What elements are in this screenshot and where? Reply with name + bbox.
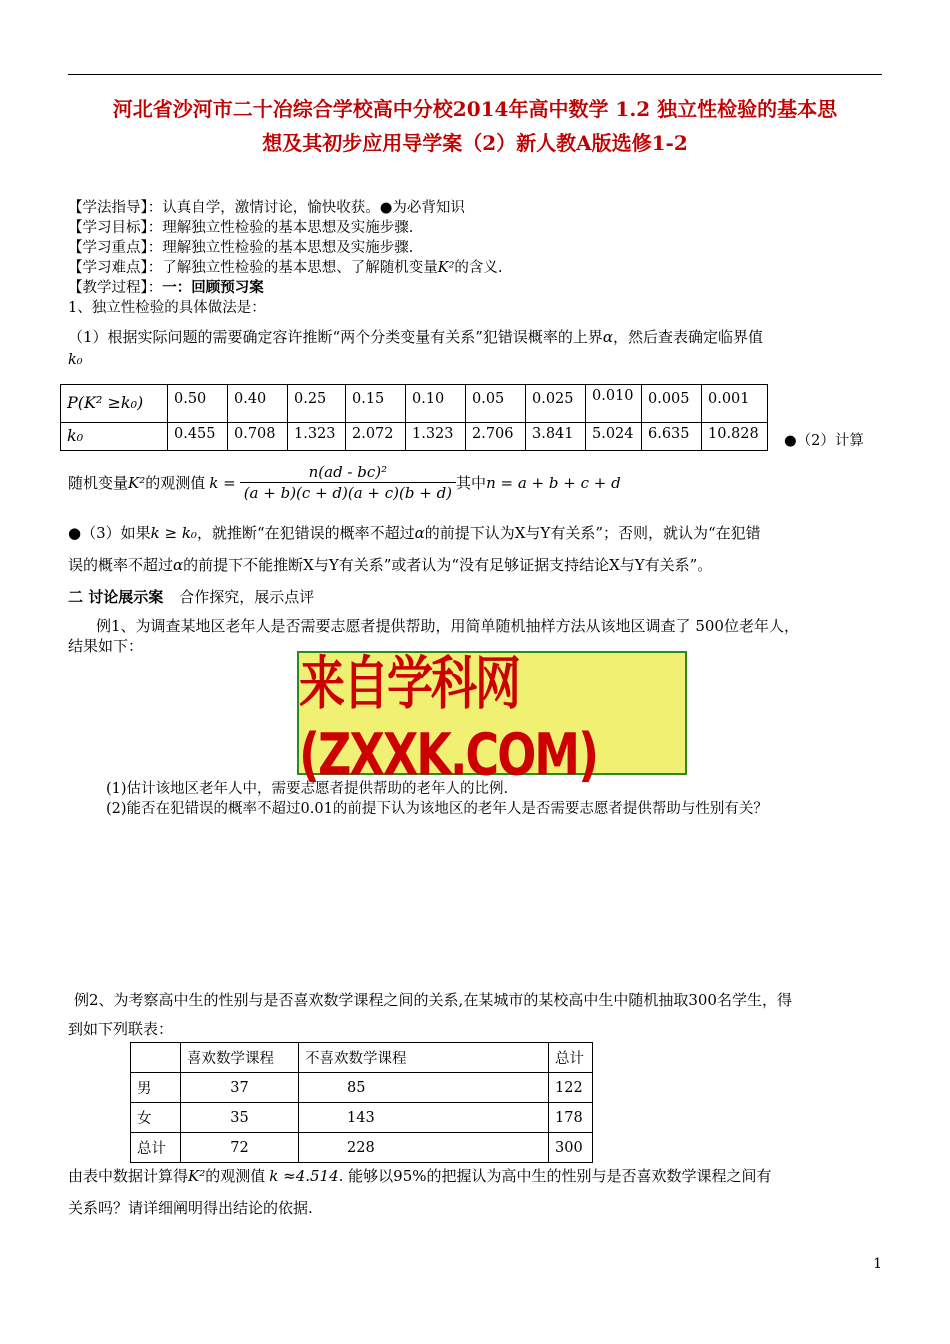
learning-key: 【学习重点】：理解独立性检验的基本思想及实施步骤. xyxy=(68,240,414,256)
example1-question-1: (1)估计该地区老年人中，需要志愿者提供帮助的老年人的比例. xyxy=(106,781,509,797)
table-cell: 143 xyxy=(299,1103,549,1133)
table-row xyxy=(61,385,768,423)
table-cell: 总计 xyxy=(131,1133,181,1163)
table-cell: 72 xyxy=(181,1133,299,1163)
table-cell: 37 xyxy=(181,1073,299,1103)
table-cell: 0.001 xyxy=(702,385,768,423)
table-cell: 122 xyxy=(549,1073,593,1103)
table-cell: 10.828 xyxy=(702,423,768,451)
chi-square-fraction: $\frac{\text{n(ad - bc)²}}{(a + b)(c + d)(a + c)(b + d)}$ xyxy=(240,462,456,503)
watermark-text: 来自学科网(ZXXK.COM) xyxy=(299,649,598,788)
table-cell: 0.025 xyxy=(526,385,586,423)
example1-question-2: (2)能否在犯错误的概率不超过0.01的前提下认为该地区的老年人是否需要志愿者提供帮助与性别有关？ xyxy=(106,801,768,817)
table-header: 喜欢数学课程 xyxy=(181,1043,299,1073)
step3-line1: ●（3）如果k ≥ k₀，就推断“在犯错误的概率不超过α的前提下认为X与Y有关系”；否则，就认为“在犯错 xyxy=(68,524,761,542)
step2-label: ●（2）计算 xyxy=(784,433,864,449)
table-cell: 300 xyxy=(549,1133,593,1163)
table-cell: 85 xyxy=(299,1073,549,1103)
table-cell: 0.708 xyxy=(228,423,288,451)
table-cell: 178 xyxy=(549,1103,593,1133)
teaching-process: 【教学过程】：一：回顾预习案 xyxy=(68,279,264,296)
example2-after-line2: 关系吗？请详细阐明得出结论的依据. xyxy=(68,1199,313,1217)
table-cell: 228 xyxy=(299,1133,549,1163)
title-line-2: 想及其初步应用导学案（2）新人教A版选修1-2 xyxy=(262,131,688,155)
table-cell: 0.10 xyxy=(406,385,466,423)
example2-line1: 例2、为考察高中生的性别与是否喜欢数学课程之间的关系,在某城市的某校高中生中随机抽取300名学生，得 xyxy=(74,991,792,1009)
table-cell: 1.323 xyxy=(288,423,346,451)
table-row xyxy=(131,1073,593,1103)
top-rule xyxy=(68,74,882,75)
table-row xyxy=(131,1133,593,1163)
critical-value-table xyxy=(60,384,768,451)
page-number: 1 xyxy=(873,1256,882,1272)
table-cell: 女 xyxy=(131,1103,181,1133)
table-header: 不喜欢数学课程 xyxy=(299,1043,549,1073)
table-cell: 男 xyxy=(131,1073,181,1103)
table-cell: 3.841 xyxy=(526,423,586,451)
table-row xyxy=(131,1043,593,1073)
table-cell: 6.635 xyxy=(642,423,702,451)
table-cell: 0.15 xyxy=(346,385,406,423)
document-title xyxy=(60,92,890,160)
table-cell: 0.010 xyxy=(586,385,642,423)
table-cell: 0.25 xyxy=(288,385,346,423)
table-cell: 0.40 xyxy=(228,385,288,423)
learning-goal: 【学习目标】：理解独立性检验的基本思想及实施步骤. xyxy=(68,220,414,236)
section-1-title: 一：回顾预习案 xyxy=(162,279,264,296)
step3-line2: 误的概率不超过α的前提下不能推断X与Y有关系”或者认为“没有足够证据支持结论X与Y有关系”。 xyxy=(68,556,713,574)
step2-formula: 随机变量 K² 的观测值 k = $\frac{\text{n(ad - bc)²}}{(a + b)(c + d)(a + c)(b + d)}$ 其中 n = a + b + c + d xyxy=(68,463,621,502)
table-cell: 0.05 xyxy=(466,385,526,423)
table-cell: 0.50 xyxy=(168,385,228,423)
title-line-1: 河北省沙河市二十冶综合学校高中分校2014年高中数学 1.2 独立性检验的基本思 xyxy=(112,97,838,121)
method-guide: 【学法指导】：认真自学，激情讨论，愉快收获。●为必背知识 xyxy=(68,200,465,216)
contingency-table xyxy=(130,1042,593,1163)
step1-heading: 1、独立性检验的具体做法是： xyxy=(68,300,266,316)
learning-difficulty: 【学习难点】：了解独立性检验的基本思想、了解随机变量K²的含义. xyxy=(68,260,503,276)
table-cell: 0.455 xyxy=(168,423,228,451)
example1-line1: 例1、为调查某地区老年人是否需要志愿者提供帮助，用简单随机抽样方法从该地区调查了 500位老年人， xyxy=(96,617,799,635)
table-row xyxy=(61,423,768,451)
example2-after-line1: 由表中数据计算得K²的观测值 k ≈4.514. 能够以95%的把握认为高中生的性别与是否喜欢数学课程之间有 xyxy=(68,1167,772,1185)
table-header: 总计 xyxy=(549,1043,593,1073)
example2-line2: 到如下列联表： xyxy=(68,1020,174,1038)
table-cell: 0.005 xyxy=(642,385,702,423)
table-cell: 2.072 xyxy=(346,423,406,451)
table-row xyxy=(131,1103,593,1133)
watermark-image xyxy=(297,649,687,788)
table-cell: 5.024 xyxy=(586,423,642,451)
table-header-p: P(K² ≥k₀) xyxy=(61,385,168,423)
section-2-heading: 二 讨论展示案 合作探究，展示点评 xyxy=(68,588,315,606)
k0-symbol: k₀ xyxy=(68,352,83,368)
step1-paragraph: （1）根据实际问题的需要确定容许推断“两个分类变量有关系”犯错误概率的上界α，然后查表确定临界值 xyxy=(68,328,764,346)
example1-line2: 结果如下： xyxy=(68,637,144,655)
table-header-k0: k₀ xyxy=(61,423,168,451)
table-cell: 35 xyxy=(181,1103,299,1133)
table-cell: 1.323 xyxy=(406,423,466,451)
table-cell: 2.706 xyxy=(466,423,526,451)
table-header xyxy=(131,1043,181,1073)
